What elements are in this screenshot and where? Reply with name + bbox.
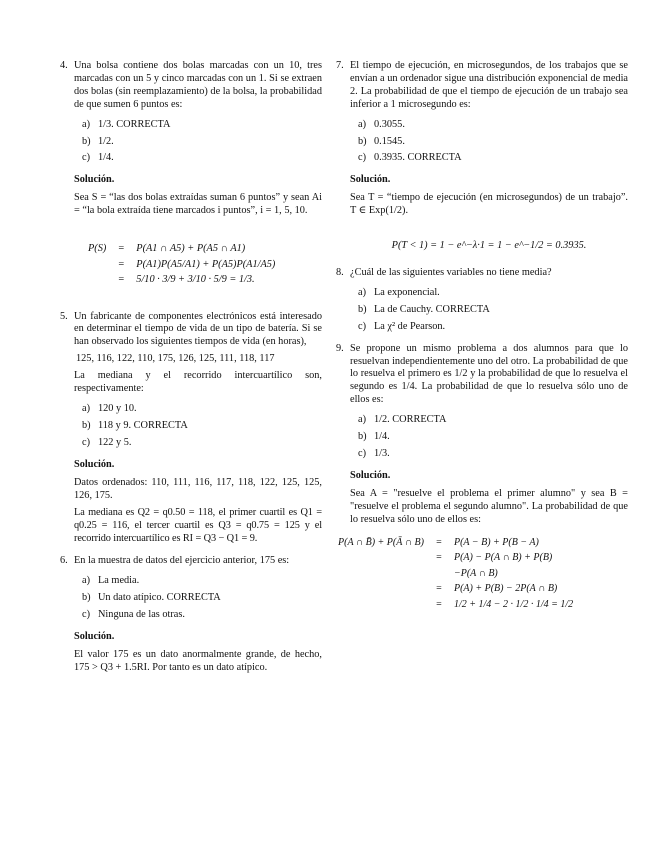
solution-heading: Solución. bbox=[350, 469, 391, 481]
problem-statement: ¿Cuál de las siguientes variables no tiene media? bbox=[350, 266, 552, 278]
option-a: a) 0.3055. bbox=[358, 118, 405, 130]
option-a: a) 1/3. CORRECTA bbox=[82, 118, 171, 130]
option-c: c) 1/4. bbox=[82, 152, 114, 164]
problem-statement: Se propone un mismo problema a dos alumnos para que lo resuelvan independientemente uno del otro. La probabilidad de que lo resuelva el primero es 1/2 y la probabilidad de que lo resuelva el segundo es 1/4. La probabilidad de que lo resuelva sólo uno de ellos es: bbox=[350, 342, 628, 406]
problem-number: 7. bbox=[336, 60, 344, 71]
problem-statement: Un fabricante de componentes electrónicos está interesado en determinar el tiempo de vida de un tipo de batería. Si se han observado los siguientes tiempos de vida (en horas), bbox=[74, 310, 322, 348]
option-b: b) 1/2. bbox=[82, 135, 114, 147]
solution-heading: Solución. bbox=[74, 174, 115, 186]
option-c: c) La χ² de Pearson. bbox=[358, 320, 446, 332]
left-column bbox=[60, 60, 322, 684]
solution-heading: Solución. bbox=[350, 174, 391, 186]
options-list bbox=[82, 575, 322, 622]
option-c: c) Ninguna de las otras. bbox=[82, 608, 185, 620]
solution-text: Sea T = “tiempo de ejecución (en microsegundos) de un trabajo”. T ∈ Exp(1/2). bbox=[350, 192, 628, 217]
problem-number: 9. bbox=[336, 342, 344, 354]
problem-6 bbox=[60, 555, 322, 674]
option-c: c) 122 y 5. bbox=[82, 436, 132, 448]
option-b: b) La de Cauchy. CORRECTA bbox=[358, 303, 490, 315]
solution-heading: Solución. bbox=[74, 458, 115, 470]
option-a: a) 1/2. CORRECTA bbox=[358, 414, 447, 426]
problem-number: 8. bbox=[336, 266, 344, 278]
solution-text: Sea A = "resuelve el problema el primer alumno" y sea B = "resuelve el problema el segundo alumno". La probabilidad de que lo resuelva sólo uno de ellos es: bbox=[350, 487, 628, 525]
option-a: a) La exponencial. bbox=[358, 286, 440, 298]
problem-7 bbox=[336, 60, 628, 253]
problem-statement: En la muestra de datos del ejercicio anterior, 175 es: bbox=[74, 555, 290, 567]
option-c: c) 1/3. bbox=[358, 447, 390, 459]
problem-5 bbox=[60, 311, 322, 547]
problem-8 bbox=[336, 267, 628, 334]
problem-statement: Una bolsa contiene dos bolas marcadas con un 10, tres marcadas con un 5 y cinco marcadas con un 1. Si se extraen dos bolas (sin reemplazamiento) de la bolsa, la probabilidad de que sumen 6 puntos es: bbox=[74, 60, 322, 110]
solution-text: Sea S = “las dos bolas extraídas suman 6 puntos” y sean Ai = “la bola extraída tiene marcados i puntos”, i = 1, 5, 10. bbox=[74, 192, 322, 217]
options-list bbox=[358, 287, 628, 334]
problem-4 bbox=[60, 60, 322, 289]
options-list bbox=[358, 119, 628, 166]
solution-equation: P(S) = P(A1 ∩ A5) + P(A5 ∩ A1) = P(A1)P(A5/A1) + P(A5)P(A1/A5) = 5/10 · 3/9 + 3/10 · 5/9 = 1/3. bbox=[88, 243, 276, 286]
solution-equation: P(T < 1) = 1 − e^−λ·1 = 1 − e^−1/2 = 0.3935. bbox=[391, 240, 587, 252]
option-b: b) 0.1545. bbox=[358, 135, 405, 147]
options-list bbox=[82, 403, 322, 450]
problem-question: La mediana y el recorrido intercuartílico son, respectivamente: bbox=[74, 370, 322, 395]
problem-statement: El tiempo de ejecución, en microsegundos, de los trabajos que se envían a un ordenador sigue una distribución exponencial de media 2. La probabilidad de que el tiempo de ejecución de un trabajo sea inferior a 1 microsegundo es: bbox=[350, 60, 628, 110]
problem-number: 6. bbox=[60, 555, 68, 567]
right-column bbox=[336, 60, 628, 613]
solution-heading: Solución. bbox=[74, 630, 115, 642]
options-list bbox=[358, 414, 628, 461]
problem-number: 5. bbox=[60, 310, 68, 322]
solution-text: La mediana es Q2 = q0.50 = 118, el primer cuartil es Q1 = q0.25 = 116, el tercer cuartil es Q3 = q0.75 = 125 y el recorrido intercuartílico es RI = Q3 − Q1 = 9. bbox=[74, 507, 322, 545]
solution-text: El valor 175 es un dato anormalmente grande, de hecho, 175 > Q3 + 1.5RI. Por tanto es un dato atípico. bbox=[74, 648, 322, 673]
problem-9 bbox=[336, 343, 628, 527]
option-b: b) Un dato atípico. CORRECTA bbox=[82, 591, 221, 603]
option-b: b) 118 y 9. CORRECTA bbox=[82, 419, 188, 431]
option-a: a) La media. bbox=[82, 575, 140, 587]
options-list bbox=[82, 119, 322, 166]
option-a: a) 120 y 10. bbox=[82, 403, 137, 414]
data-list: 125, 116, 122, 110, 175, 126, 125, 111, 118, 117 bbox=[76, 353, 275, 365]
solution-text: Datos ordenados: 110, 111, 116, 117, 118, 122, 125, 125, 126, 175. bbox=[74, 476, 322, 501]
solution-equation: P(A ∩ B̄) + P(Ā ∩ B) = P(A − B) + P(B − A) = P(A) − P(A ∩ B) + P(B) −P(A ∩ B) = P(A) + P(B) − 2P(A ∩ B) = 1/2 + 1/4 − 2 · 1/2 · 1/4 = 1/2 bbox=[338, 536, 574, 610]
problem-number: 4. bbox=[60, 60, 68, 71]
option-c: c) 0.3935. CORRECTA bbox=[358, 152, 462, 164]
option-b: b) 1/4. bbox=[358, 431, 390, 443]
